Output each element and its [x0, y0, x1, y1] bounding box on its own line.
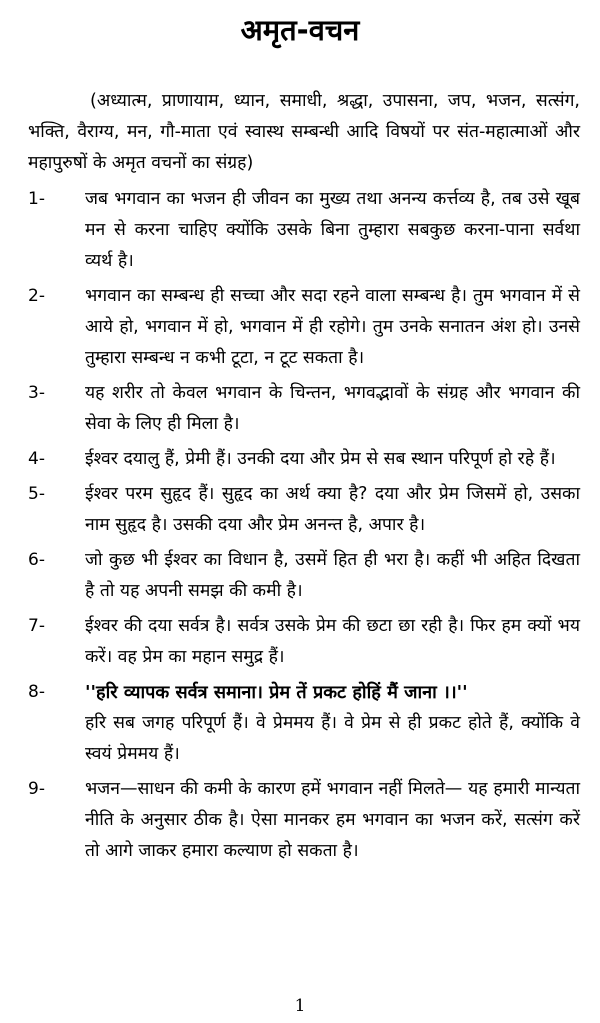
list-item [0, 479, 600, 541]
item-text: हरि सब जगह परिपूर्ण हैं। वे प्रेममय हैं। वे प्रेम से ही प्रकट होते हैं, क्योंकि वे स्वयं प्रेममय हैं। [85, 713, 580, 764]
item-number: 6- [28, 550, 45, 570]
item-number: 5- [28, 484, 45, 504]
list-item [0, 281, 600, 374]
item-number: 1- [28, 189, 45, 209]
intro-paragraph: (अध्यात्म, प्राणायाम, ध्यान, समाधी, श्रद्धा, उपासना, जप, भजन, सत्संग, भक्ति, वैराग्य, मन, गौ-माता एवं स्वास्थ सम्बन्धी आदि विषयों पर संत-महात्माओं और महापुरुषों के अमृत वचनों का संग्रह) [28, 91, 580, 173]
item-text: ईश्वर की दया सर्वत्र है। सर्वत्र उसके प्रेम की छटा छा रही है। फिर हम क्यों भय करें। वह प्रेम का महान समुद्र हैं। [85, 616, 580, 667]
item-text: जब भगवान का भजन ही जीवन का मुख्य तथा अनन्य कर्त्तव्य है, तब उसे खूब मन से करना चाहिए क्योंकि उसके बिना तुम्हारा सबकुछ करना-पाना सर्वथा व्यर्थ है। [85, 189, 580, 271]
item-number: 2- [28, 286, 45, 306]
list-item [0, 444, 600, 475]
item-number: 4- [28, 449, 45, 469]
item-text: भगवान का सम्बन्ध ही सच्चा और सदा रहने वाला सम्बन्ध है। तुम भगवान में से आये हो, भगवान में हो, भगवान में ही रहोगे। तुम उनके सनातन अंश हो। उनसे तुम्हारा सम्बन्ध न कभी टूटा, न टूट सकता है। [85, 286, 580, 368]
item-text-with-quote [85, 677, 580, 770]
list-item [0, 677, 600, 770]
item-quote: ''हरि व्यापक सर्वत्र समाना। प्रेम तें प्रकट होहिं मैं जाना ।।'' [85, 682, 468, 703]
item-text: भजन—साधन की कमी के कारण हमें भगवान नहीं मिलते— यह हमारी मान्यता नीति के अनुसार ठीक है। ऐसा मानकर हम भगवान का भजन करें, सत्संग करें तो आगे जाकर हमारा कल्याण हो सकता है। [85, 779, 580, 861]
page-title: अमृत-वचन [240, 13, 360, 47]
item-text: ईश्वर दयालु हैं, प्रेमी हैं। उनकी दया और प्रेम से सब स्थान परिपूर्ण हो रहे हैं। [85, 449, 556, 469]
item-number: 9- [28, 779, 45, 799]
page-number: 1 [294, 996, 306, 1016]
list-item [0, 545, 600, 607]
item-text: जो कुछ भी ईश्वर का विधान है, उसमें हित ही भरा है। कहीं भी अहित दिखता है तो यह अपनी समझ की कमी है। [85, 550, 580, 601]
item-number: 7- [28, 616, 45, 636]
item-number: 8- [28, 682, 45, 702]
list-item [0, 378, 600, 440]
item-text: यह शरीर तो केवल भगवान के चिन्तन, भगवद्भावों के संग्रह और भगवान की सेवा के लिए ही मिला है। [85, 383, 580, 434]
list-item [0, 774, 600, 867]
sayings-list [0, 184, 600, 871]
item-number: 3- [28, 383, 45, 403]
list-item [0, 184, 600, 277]
item-text: ईश्वर परम सुहृद हैं। सुहृद का अर्थ क्या है? दया और प्रेम जिसमें हो, उसका नाम सुहृद है। उसकी दया और प्रेम अनन्त है, अपार है। [85, 484, 580, 535]
list-item [0, 611, 600, 673]
